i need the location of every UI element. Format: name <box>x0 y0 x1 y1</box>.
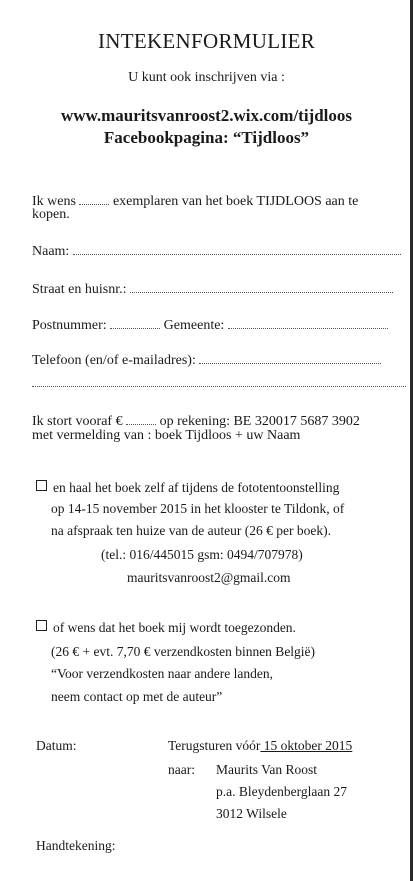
postnummer-label: Postnummer: <box>32 318 107 333</box>
order-quantity-field[interactable] <box>79 190 109 205</box>
facebook-page: Facebookpagina: “Tijdloos” <box>103 128 310 147</box>
address-city: 3012 Wilsele <box>216 806 287 821</box>
signature-label: Handtekening: <box>36 838 116 853</box>
payment-prefix: Ik stort vooraf € <box>32 414 123 429</box>
gemeente-label: Gemeente: <box>163 318 225 333</box>
payment-suffix: op rekening: BE 320017 5687 3902 <box>159 414 360 429</box>
telefoon-field[interactable] <box>199 349 381 364</box>
telefoon-field-line2[interactable] <box>32 372 406 387</box>
pickup-phone: (tel.: 016/445015 gsm: 0494/707978) <box>101 547 303 562</box>
postnummer-row <box>32 314 388 334</box>
telefoon-label: Telefoon (en/of e-mailadres): <box>32 353 196 368</box>
return-label: Terugsturen vóór <box>168 738 261 753</box>
address-name: Maurits Van Roost <box>216 762 318 777</box>
payment-amount-field[interactable] <box>126 410 156 425</box>
website-url: www.mauritsvanroost2.wix.com/tijdloos <box>60 106 353 125</box>
ship-option <box>36 620 296 636</box>
pickup-line2: op 14-15 november 2015 in het klooster te Tildonk, of <box>51 501 345 516</box>
ship-line4: neem contact op met de auteur” <box>51 689 223 704</box>
gemeente-field[interactable] <box>228 314 388 329</box>
form-title: INTEKENFORMULIER <box>97 29 316 53</box>
postnummer-field[interactable] <box>110 314 160 329</box>
return-date: 15 oktober 2015 <box>260 738 353 753</box>
ship-line3: “Voor verzendkosten naar andere landen, <box>51 666 274 681</box>
pickup-line1: en haal het boek zelf af tijdens de fototentoonstelling <box>53 480 340 495</box>
return-line <box>168 738 352 754</box>
straat-label: Straat en huisnr.: <box>32 282 127 297</box>
ship-line2: (26 € + evt. 7,70 € verzendkosten binnen België) <box>51 644 316 659</box>
pickup-email: mauritsvanroost2@gmail.com <box>127 570 291 585</box>
pickup-line3: na afspraak ten huize van de auteur (26 € per boek). <box>51 523 331 538</box>
datum-label: Datum: <box>36 738 77 753</box>
naam-field[interactable] <box>73 240 401 255</box>
pickup-checkbox[interactable] <box>36 480 47 491</box>
order-suffix: exemplaren van het boek TIJDLOOS aan te <box>112 194 359 209</box>
naam-label: Naam: <box>32 244 70 259</box>
ship-line1: of wens dat het boek mij wordt toegezonden. <box>53 620 296 635</box>
naar-label: naar: <box>168 762 195 777</box>
ship-checkbox[interactable] <box>36 620 47 631</box>
straat-field[interactable] <box>130 278 393 293</box>
pickup-option <box>36 480 339 496</box>
order-prefix: Ik wens <box>32 194 76 209</box>
order-line <box>32 190 358 210</box>
straat-row <box>32 278 393 298</box>
naam-row <box>32 240 401 260</box>
telefoon-row <box>32 349 381 369</box>
order-line2: kopen. <box>32 207 70 222</box>
payment-line2: met vermelding van : boek Tijdloos + uw Naam <box>32 428 301 443</box>
address-street: p.a. Bleydenberglaan 27 <box>216 784 347 799</box>
form-subtitle: U kunt ook inschrijven via : <box>128 70 285 85</box>
payment-line <box>32 410 360 430</box>
